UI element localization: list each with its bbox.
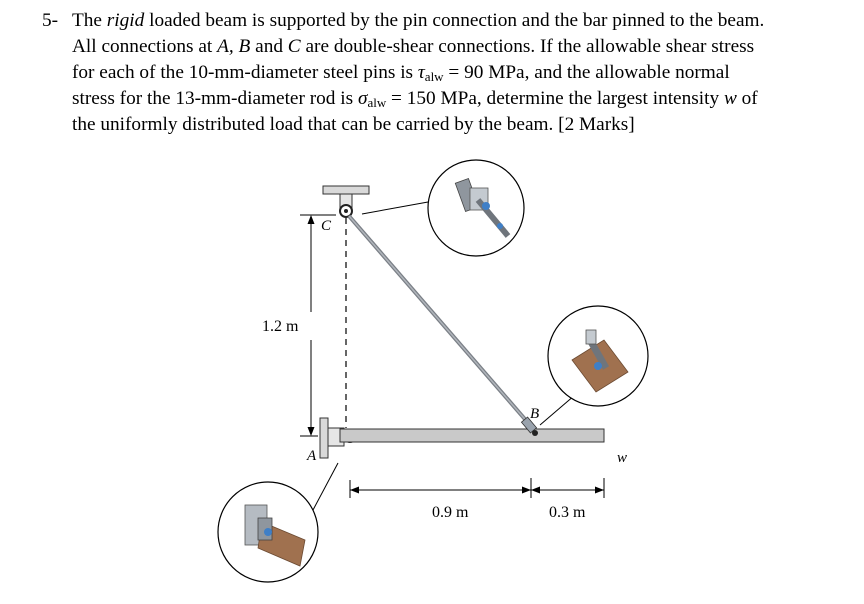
problem-number: 5- xyxy=(42,10,59,31)
label-height: 1.2 m xyxy=(262,318,299,335)
text-segment: for each of the 10-mm-diameter steel pins is xyxy=(72,62,418,83)
text-segment: The xyxy=(72,10,107,31)
tau-subscript: alw xyxy=(424,69,444,84)
text-segment: = 90 MPa, and the allowable normal xyxy=(443,62,730,83)
beam xyxy=(340,429,604,442)
label-c: C xyxy=(321,218,332,234)
text-italic-ab: A, B xyxy=(217,36,251,57)
text-segment: and xyxy=(250,36,288,57)
text-segment: loaded beam is supported by the pin connection and the bar pinned to the beam. xyxy=(144,10,765,31)
dimension-spans xyxy=(350,478,604,498)
detail-circle-b xyxy=(548,306,648,406)
tau-symbol: τ xyxy=(417,62,425,83)
text-italic-w: w xyxy=(723,88,737,109)
label-b: B xyxy=(530,406,540,422)
text-segment: = 150 MPa, determine the largest intensity xyxy=(386,88,724,109)
top-support xyxy=(323,186,369,217)
dimension-height xyxy=(300,215,336,436)
detail-circle-c xyxy=(428,160,524,256)
problem-line-5: the uniformly distributed load that can be carried by the beam. [2 Marks] xyxy=(72,114,635,135)
text-italic-rigid: rigid xyxy=(106,10,145,31)
sigma-subscript: alw xyxy=(367,95,387,110)
text-segment: are double-shear connections. If the allowable shear stress xyxy=(300,36,755,57)
label-span-2: 0.3 m xyxy=(549,504,586,521)
text-segment: of xyxy=(736,88,758,109)
text-segment: stress for the 13-mm-diameter rod is xyxy=(72,88,358,109)
text-segment: All connections at xyxy=(72,36,218,57)
label-w: w xyxy=(617,450,628,466)
text-italic-c: C xyxy=(287,36,301,57)
label-span-1: 0.9 m xyxy=(432,504,469,521)
label-a: A xyxy=(307,448,317,464)
sigma-symbol: σ xyxy=(357,88,368,109)
detail-circle-a xyxy=(218,482,318,582)
